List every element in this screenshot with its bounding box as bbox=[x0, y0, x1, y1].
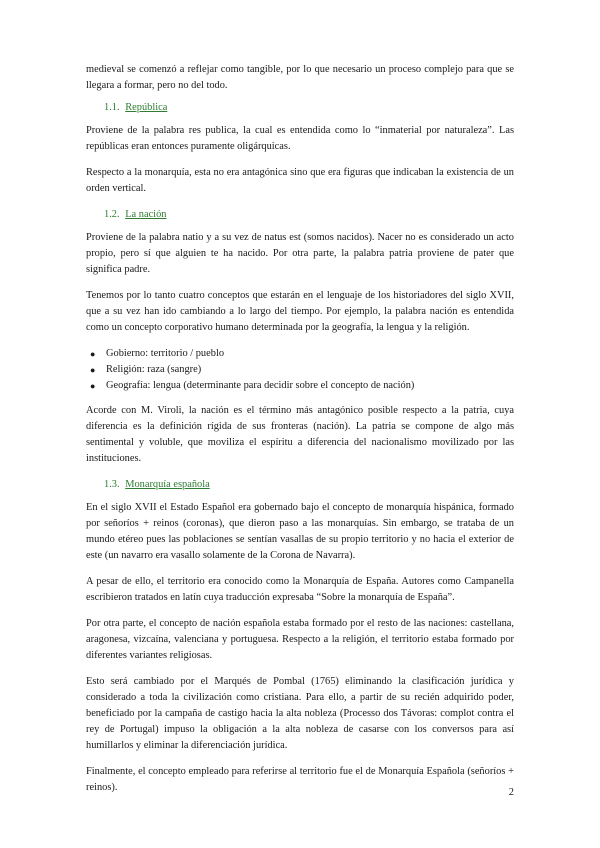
section-title: Monarquía española bbox=[125, 479, 210, 490]
paragraph: A pesar de ello, el territorio era conocido como la Monarquía de España. Autores como Campanella escribieron tratados en latín cuya traducción expresaba “Sobre la monarquía de España”. bbox=[86, 576, 514, 603]
paragraph: Tenemos por lo tanto cuatro conceptos que estarán en el lenguaje de los historiadores del siglo XVII, que a su vez han ido cambiando a lo largo del tiempo. Por ejemplo, la palabra nación es entendida como un concepto corporativo humano determinada por la geografía, la lengua y la religión. bbox=[86, 290, 514, 333]
bullet-icon: ● bbox=[90, 365, 96, 375]
paragraph: Esto será cambiado por el Marqués de Pombal (1765) eliminando la clasificación jurídica y considerado a toda la civilización como cristiana. Para ello, a partir de su recién adquirido poder, beneficiado por la campaña de castigo hacia la alta nobleza (Processo dos Távoras: complot contra el rey de Portugal) impuso la obligación a la alta nobleza de casarse con los conversos para así humillarlos y eliminar la diferenciación jurídica. bbox=[86, 676, 514, 751]
list-item bbox=[90, 362, 514, 378]
list-item bbox=[90, 346, 514, 362]
list-item bbox=[90, 378, 514, 394]
paragraph: Proviene de la palabra natio y a su vez de natus est (somos nacidos). Nacer no es considerado un acto propio, pero sí que alguien te ha nacido. Por otra parte, la palabra patria proviene de pater que significa padre. bbox=[86, 232, 514, 275]
paragraph: Por otra parte, el concepto de nación española estaba formado por el resto de las naciones: castellana, aragonesa, vizcaína, valenciana y portuguesa. Respecto a la religión, el territorio estaba formado por diferentes variantes religiosas. bbox=[86, 618, 514, 661]
intro-paragraph: medieval se comenzó a reflejar como tangible, por lo que necesario un proceso complejo para que se llegara a formar, pero no del todo. bbox=[86, 64, 514, 91]
section-number: 1.1. bbox=[104, 102, 120, 113]
paragraph: En el siglo XVII el Estado Español era gobernado bajo el concepto de monarquía hispánica, formado por señoríos + reinos (coronas), que dieron paso a las monarquías. Sin embargo, se trataba de un mundo etéreo pues las poblaciones se sentían vasallas de su propio territorio y no hacia el exterior de este (un navarro era vasallo solamente de la Corona de Navarra). bbox=[86, 502, 514, 561]
section-number: 1.2. bbox=[104, 209, 120, 220]
bullet-icon: ● bbox=[90, 381, 96, 391]
section-title: República bbox=[125, 102, 168, 113]
bullet-list bbox=[86, 346, 514, 394]
paragraph: Proviene de la palabra res publica, la cual es entendida como lo “inmaterial por naturaleza”. Las repúblicas eran entonces puramente oligárquicas. bbox=[86, 125, 514, 152]
paragraph: Respecto a la monarquía, esta no era antagónica sino que era figuras que indicaban la existencia de un orden vertical. bbox=[86, 167, 514, 194]
list-item-text: Gobierno: territorio / pueblo bbox=[106, 348, 225, 359]
paragraph: Acorde con M. Viroli, la nación es el término más antagónico posible respecto a la patria, cuya diferencia es la definición rígida de sus fronteras (nación). La patria se compone de algo más sentimental y voluble, que moviliza el espíritu a diferencia del nacionalismo movilizado por las instituciones. bbox=[86, 405, 514, 464]
paragraph: Finalmente, el concepto empleado para referirse al territorio fue el de Monarquía Española (señoríos + reinos). bbox=[86, 766, 514, 793]
list-item-text: Geografía: lengua (determinante para decidir sobre el concepto de nación) bbox=[106, 380, 415, 391]
page-number: 2 bbox=[508, 787, 514, 798]
section-number: 1.3. bbox=[104, 479, 120, 490]
list-item-text: Religión: raza (sangre) bbox=[106, 364, 202, 375]
section-title: La nación bbox=[125, 209, 167, 220]
section-heading-republica bbox=[104, 100, 514, 116]
section-heading-nacion bbox=[104, 207, 514, 223]
section-heading-monarquia bbox=[104, 477, 514, 493]
bullet-icon: ● bbox=[90, 349, 96, 359]
